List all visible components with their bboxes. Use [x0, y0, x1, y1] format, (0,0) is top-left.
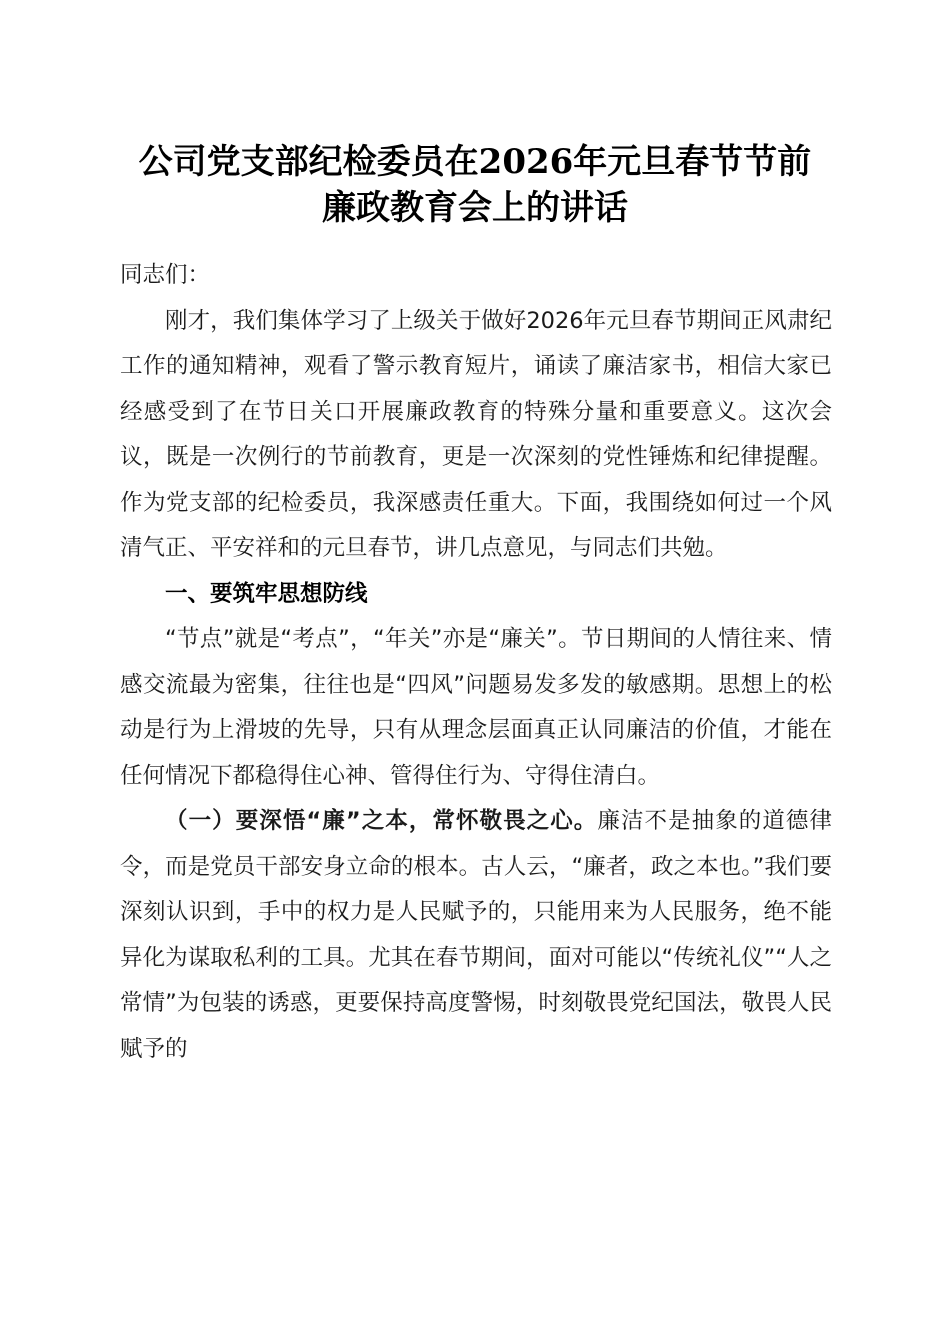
intro-paragraph: 刚才，我们集体学习了上级关于做好2026年元旦春节期间正风肃纪工作的通知精神，观看了警示教育短片，诵读了廉洁家书，相信大家已经感受到了在节日关口开展廉政教育的特殊分量和重要意义。这次会议，既是一次例行的节前教育，更是一次深刻的党性锤炼和纪律提醒。作为党支部的纪检委员，我深感责任重大。下面，我围绕如何过一个风清气正、平安祥和的元旦春节，讲几点意见，与同志们共勉。: [120, 307, 832, 561]
document-title-line-1: 公司党支部纪检委员在2026年元旦春节节前: [138, 142, 812, 182]
document-body: [120, 253, 832, 1072]
salutation: 同志们：: [120, 262, 211, 288]
document-title-line-2: 廉政教育会上的讲话: [322, 188, 628, 228]
section-1-heading: 一、要筑牢思想防线: [165, 580, 368, 607]
subsection-1-text: 廉洁不是抽象的道德律令，而是党员干部安身立命的根本。古人云，“廉者，政之本也。”我们要深刻认识到，手中的权力是人民赋予的，只能用来为人民服务，绝不能异化为谋取私利的工具。尤其在春节期间，面对可能以“传统礼仪”“人之常情”为包装的诱惑，更要保持高度警惕，时刻敬畏党纪国法，敬畏人民赋予的: [120, 808, 832, 1062]
subsection-1-lead: （一）要深悟“廉”之本，常怀敬畏之心。: [165, 808, 598, 834]
subsection-1-paragraph: [120, 799, 832, 1072]
section-1-paragraph: “节点”就是“考点”，“年关”亦是“廉关”。节日期间的人情往来、情感交流最为密集，往往也是“四风”问题易发多发的敏感期。思想上的松动是行为上滑坡的先导，只有从理念层面真正认同廉洁的价值，才能在任何情况下都稳得住心神、管得住行为、守得住清白。: [120, 626, 832, 789]
